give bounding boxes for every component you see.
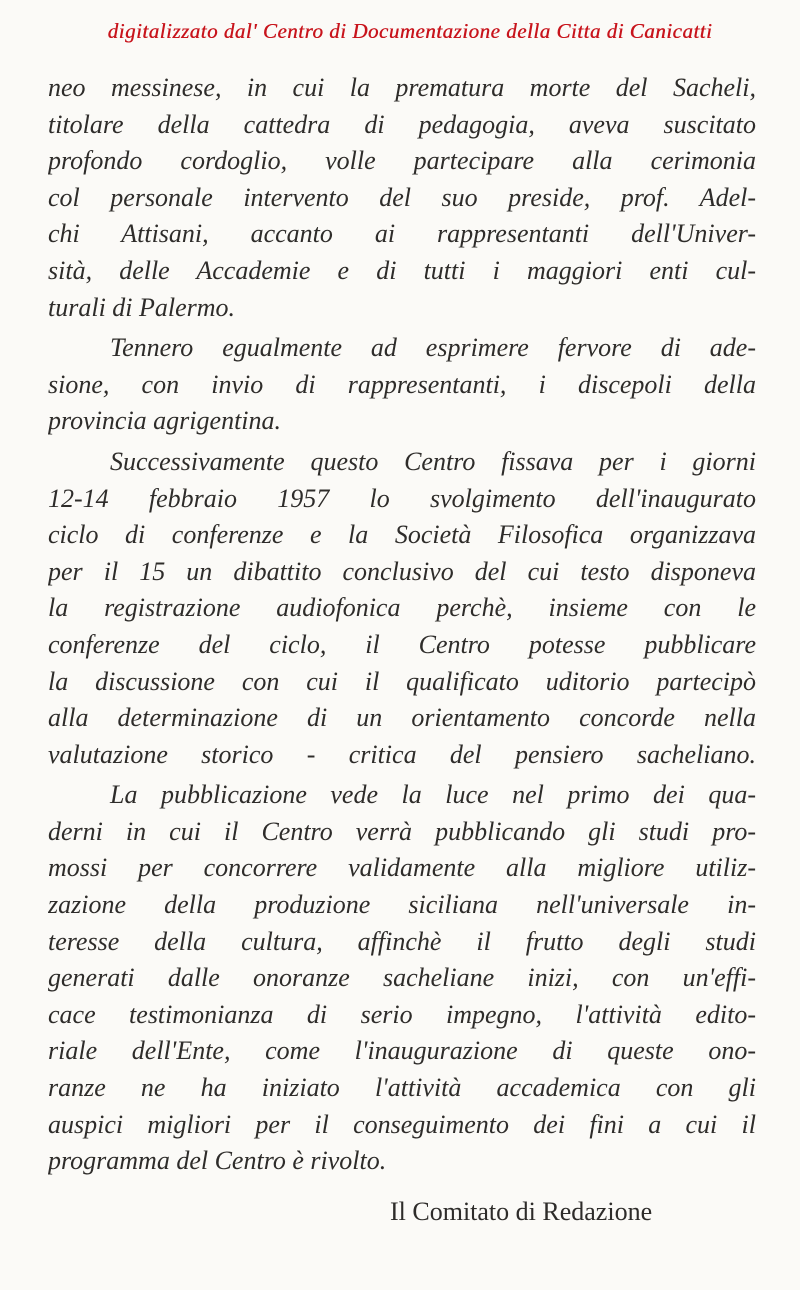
text-line: auspici migliori per il conseguimento dei fini a cui il <box>48 1109 756 1139</box>
text-line: ranze ne ha iniziato l'attività accademica con gli <box>48 1073 756 1103</box>
text-line: col personale intervento del suo preside, prof. Adel- <box>48 182 756 212</box>
paragraph-1 <box>48 70 756 326</box>
text-line: la discussione con cui il qualificato uditorio partecipò <box>48 666 756 696</box>
text-line: chi Attisani, accanto ai rappresentanti dell'Univer- <box>48 219 756 249</box>
text-line: riale dell'Ente, come l'inaugurazione di queste ono- <box>48 1036 756 1066</box>
text-line: turali di Palermo. <box>48 292 236 322</box>
text-line: cace testimonianza di serio impegno, l'attività edito- <box>48 999 756 1029</box>
paragraph-2 <box>48 330 756 440</box>
text-line: mossi per concorrere validamente alla migliore utiliz- <box>48 853 756 883</box>
text-line: teresse della cultura, affinchè il frutto degli studi <box>48 926 756 956</box>
text-line: neo messinese, in cui la prematura morte del Sacheli, <box>48 73 756 102</box>
text-line: Tennero egualmente ad esprimere fervore di ade- <box>110 333 756 363</box>
signature: Il Comitato di Redazione <box>390 1197 653 1226</box>
text-line: ciclo di conferenze e la Società Filosofica organizzava <box>48 520 756 550</box>
text-line: la registrazione audiofonica perchè, insieme con le <box>48 593 756 623</box>
text-line: derni in cui il Centro verrà pubblicando gli studi pro- <box>48 816 756 846</box>
text-line: sione, con invio di rappresentanti, i discepoli della <box>48 369 756 399</box>
text-line: titolare della cattedra di pedagogia, aveva suscitato <box>48 109 756 139</box>
text-line: alla determinazione di un orientamento concorde nella <box>48 703 756 733</box>
text-line: conferenze del ciclo, il Centro potesse pubblicare <box>48 629 756 659</box>
paragraph-3 <box>48 444 756 773</box>
text-line: generati dalle onoranze sacheliane inizi, con un'effi- <box>48 963 756 993</box>
text-line: Successivamente questo Centro fissava per i giorni <box>110 446 756 476</box>
text-line: sità, delle Accademie e di tutti i maggiori enti cul- <box>48 255 756 285</box>
text-line: per il 15 un dibattito conclusivo del cui testo disponeva <box>48 556 756 586</box>
text-line: programma del Centro è rivolto. <box>48 1146 387 1176</box>
paragraph-4 <box>48 777 756 1180</box>
text-line: 12-14 febbraio 1957 lo svolgimento dell'inaugurato <box>48 483 756 513</box>
text-line: zazione della produzione siciliana nell'universale in- <box>48 890 756 920</box>
text-line: La pubblicazione vede la luce nel primo dei qua- <box>110 780 756 810</box>
body-text <box>48 70 756 1180</box>
text-line: profondo cordoglio, volle partecipare alla cerimonia <box>48 146 756 176</box>
text-line: valutazione storico - critica del pensiero sacheliano. <box>48 739 756 769</box>
text-line: provincia agrigentina. <box>48 406 282 436</box>
digitization-watermark: digitalizzato dal' Centro di Documentazione della Citta di Canicatti <box>107 19 713 43</box>
